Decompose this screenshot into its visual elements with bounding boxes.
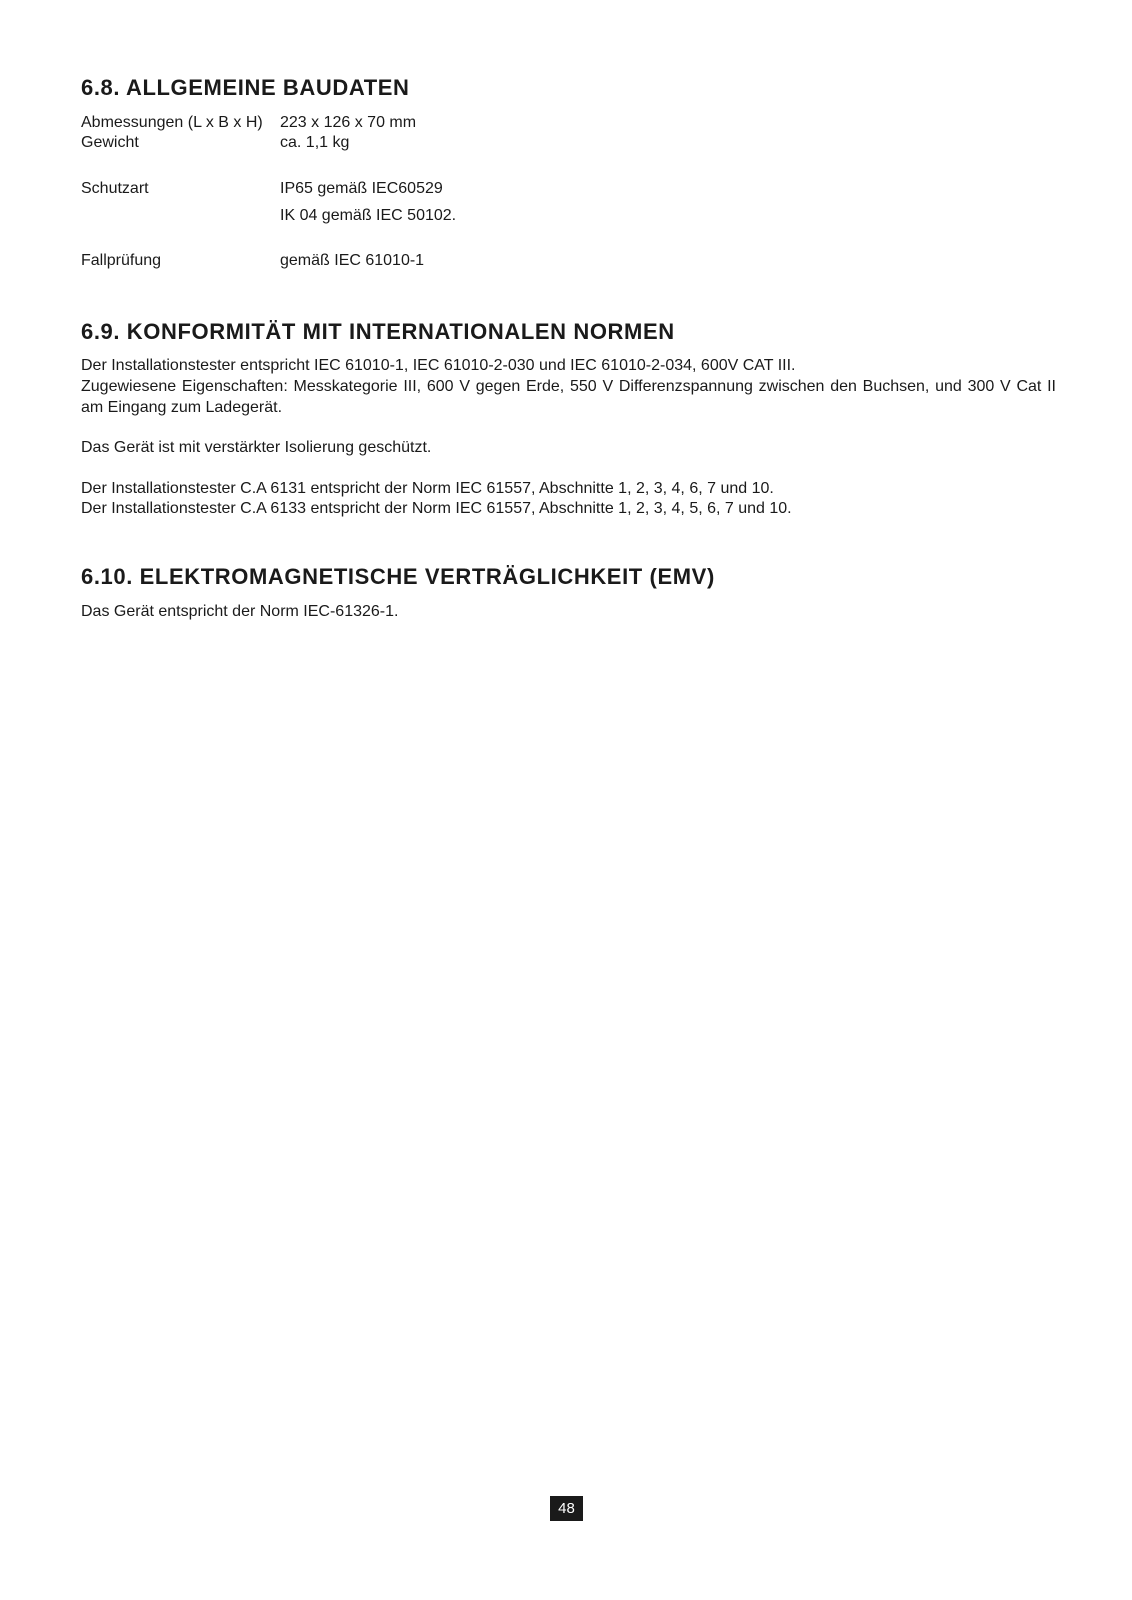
spec-label: Schutzart [81,180,149,197]
paragraph-normen-isolierung: Das Gerät ist mit verstärkter Isolierung geschützt. [81,439,432,456]
paragraph-normen-ca6133: Der Installationstester C.A 6133 entspricht der Norm IEC 61557, Abschnitte 1, 2, 3, 4, 5, 6, 7 und 10. [81,500,792,517]
section-title-emv: 6.10. ELEKTROMAGNETISCHE VERTRÄGLICHKEIT (EMV) [81,564,715,589]
spec-value: IP65 gemäß IEC60529 [280,180,443,197]
section-title-baudaten: 6.8. ALLGEMEINE BAUDATEN [81,75,410,100]
spec-label: Fallprüfung [81,252,162,269]
spec-value: 223 x 126 x 70 mm [280,114,417,131]
paragraph-normen-eigenschaften: Zugewiesene Eigenschaften: Messkategorie III, 600 V gegen Erde, 550 V Differenzspannung zwischen den Buchsen, und 300 V Cat II am Eingang zum Ladegerät. [81,378,1056,416]
spec-value: ca. 1,1 kg [280,134,350,151]
spec-value: gemäß IEC 61010-1 [280,252,425,269]
page-number: 48 [550,1496,583,1521]
spec-value: IK 04 gemäß IEC 50102. [280,207,457,224]
paragraph-normen-ca6131: Der Installationstester C.A 6131 entspricht der Norm IEC 61557, Abschnitte 1, 2, 3, 4, 6, 7 und 10. [81,480,774,497]
spec-label: Gewicht [81,134,139,151]
paragraph-normen-iec61010: Der Installationstester entspricht IEC 61010-1, IEC 61010-2-030 und IEC 61010-2-034, 600V CAT III. [81,357,796,374]
paragraph-emv: Das Gerät entspricht der Norm IEC-61326-1. [81,603,399,620]
section-title-normen: 6.9. KONFORMITÄT MIT INTERNATIONALEN NORMEN [81,319,675,344]
spec-label: Abmessungen (L x B x H) [81,114,263,131]
